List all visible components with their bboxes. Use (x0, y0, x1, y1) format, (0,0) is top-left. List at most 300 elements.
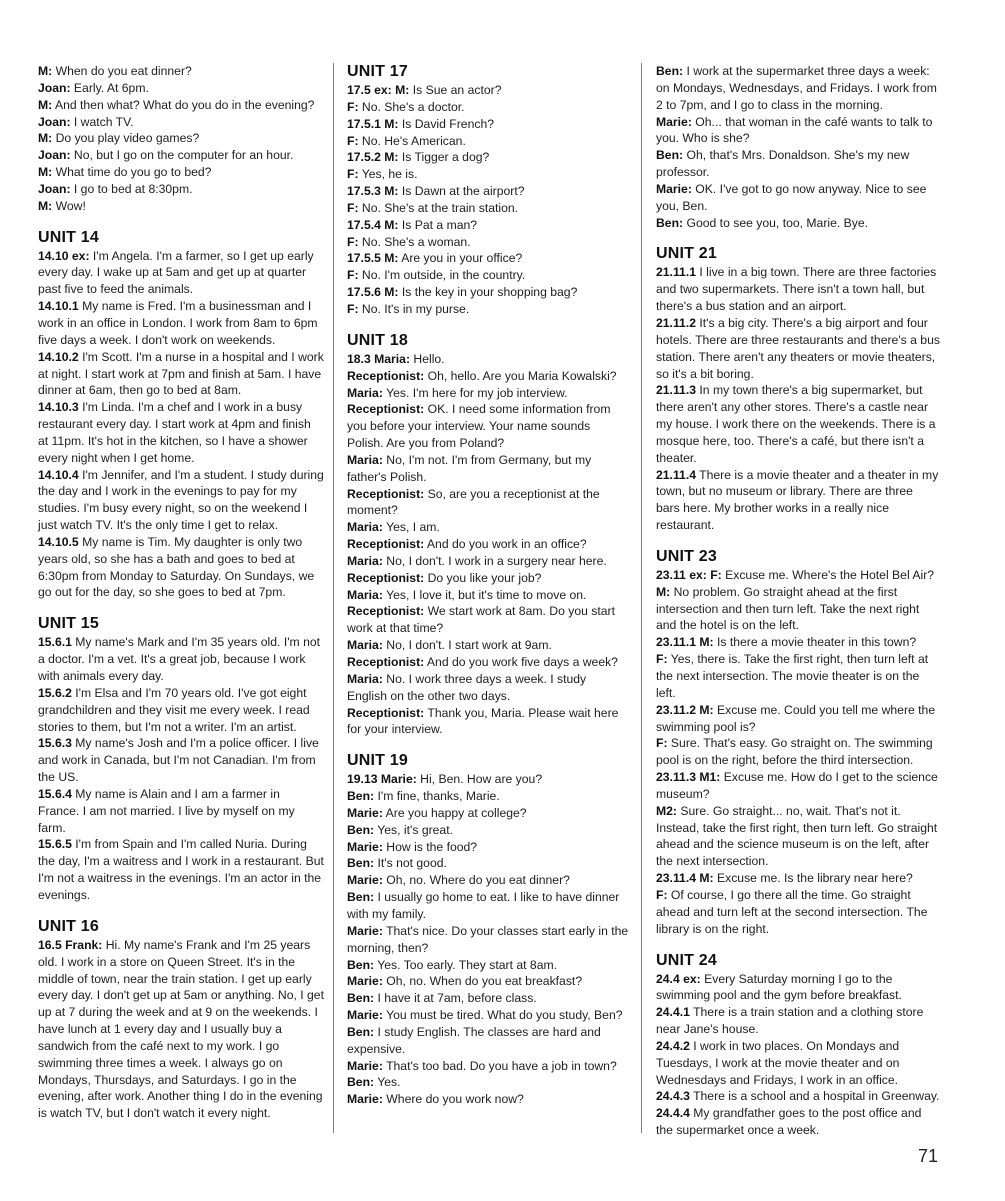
transcript-line (656, 215, 940, 232)
transcript-line (38, 147, 324, 164)
speaker-label: 15.6.3 (38, 736, 72, 751)
transcript-line (347, 570, 629, 587)
line-text: I'm from Spain and I'm called Nuria. During the day, I'm a waitress and I work in a restaurant. But I'm not a waitress in the evenings. I'm an actor in the evenings. (38, 837, 324, 902)
transcript-line (347, 973, 629, 990)
speaker-label: Marie: (347, 1008, 383, 1023)
unit-section (38, 918, 324, 1122)
line-text: OK. I've got to go now anyway. Nice to see you, Ben. (656, 181, 927, 213)
line-text: My name is Fred. I'm a businessman and I work in an office in London. I work from 8am to 6pm five days a week. I don't work on weekends. (38, 299, 318, 347)
line-text: I'm Jennifer, and I'm a student. I study during the day and I work in the evenings to pay for my studies. I'm busy every night, so on the weekend I just watch TV. It's the only time I get to relax. (38, 467, 324, 533)
unit-section (656, 952, 940, 1139)
line-text: Yes. I'm here for my job interview. (386, 385, 568, 400)
line-text: Is Tigger a dog? (401, 150, 490, 165)
transcript-line (656, 1004, 940, 1038)
transcript-line (656, 147, 940, 181)
line-text: I work in two places. On Mondays and Tuesdays, I work at the movie theater and on Wednesdays and Fridays, I work in an office. (656, 1038, 900, 1087)
transcript-line (38, 97, 324, 114)
line-text: No problem. Go straight ahead at the first intersection and then turn left. Take the next right and the hotel is on the left. (656, 584, 920, 633)
speaker-label: 15.6.2 (38, 685, 72, 700)
transcript-line (656, 382, 940, 466)
line-text: My name is Tim. My daughter is only two years old, so she has a bath and goes to bed at 6:30pm from Monday to Saturday. On Sundays, we go out for the day, so she goes to bed at 7pm. (38, 534, 315, 600)
line-text: No, I don't. I start work at 9am. (386, 638, 552, 653)
line-text: Good to see you, too, Marie. Bye. (686, 215, 869, 230)
transcript-line (347, 654, 629, 671)
line-text: Yes, it's great. (377, 822, 453, 837)
line-text: Are you happy at college? (385, 805, 527, 820)
line-text: Yes, there is. Take the first right, then turn left at the next intersection. The movie theater is on the left. (656, 652, 929, 700)
transcript-line (38, 198, 324, 215)
line-text: No. I'm outside, in the country. (361, 268, 526, 283)
speaker-label: Ben: (656, 64, 684, 78)
speaker-label: M: (656, 584, 671, 599)
transcript-line (656, 1105, 940, 1139)
line-text: And then what? What do you do in the evening? (54, 97, 315, 112)
transcript-line (347, 805, 629, 822)
speaker-label: M: (38, 198, 53, 213)
transcript-line (656, 769, 940, 803)
transcript-line (347, 99, 629, 116)
line-text: When do you eat dinner? (55, 64, 192, 78)
line-text: Oh, that's Mrs. Donaldson. She's my new professor. (656, 148, 910, 180)
transcript-line (347, 250, 629, 267)
speaker-label: 18.3 Maria: (347, 351, 411, 366)
line-text: No. I work three days a week. I study English on the other two days. (347, 671, 587, 703)
speaker-label: Ben: (347, 957, 375, 972)
speaker-label: 17.5.3 M: (347, 184, 399, 199)
line-text: I have it at 7am, before class. (377, 991, 537, 1006)
line-text: Hello. (413, 351, 445, 366)
speaker-label: Marie: (347, 805, 383, 820)
line-text: No. She's at the train station. (361, 200, 519, 215)
speaker-label: Receptionist: (347, 402, 425, 417)
speaker-label: Receptionist: (347, 655, 425, 669)
transcript-line (38, 685, 324, 736)
speaker-label: Ben: (347, 856, 375, 871)
speaker-label: 14.10.2 (38, 349, 79, 364)
line-text: Is David French? (401, 116, 494, 131)
speaker-label: Joan: (38, 181, 71, 196)
speaker-label: Ben: (347, 822, 375, 837)
unit-heading: UNIT 15 (38, 615, 99, 633)
speaker-label: Marie: (656, 114, 692, 129)
line-text: Oh, hello. Are you Maria Kowalski? (427, 368, 617, 383)
speaker-label: M: (38, 131, 53, 146)
speaker-label: 17.5.4 M: (347, 217, 399, 232)
transcript-line (347, 149, 629, 166)
transcript-line (347, 671, 629, 705)
transcript-line (347, 284, 629, 301)
line-text: No, I don't. I work in a surgery near here. (386, 553, 607, 568)
speaker-label: F: (347, 133, 359, 148)
speaker-label: 14.10 ex: (38, 248, 90, 263)
transcript-line (38, 80, 324, 97)
speaker-label: F: (347, 200, 359, 215)
line-text: Excuse me. How do I get to the science museum? (656, 770, 938, 801)
speaker-label: Ben: (347, 890, 375, 905)
line-text: And do you work five days a week? (426, 655, 618, 669)
speaker-label: 24.4 ex: (656, 971, 701, 986)
transcript-line (347, 705, 629, 739)
transcript-line (656, 803, 940, 870)
speaker-label: Receptionist: (347, 537, 425, 552)
speaker-label: 17.5.1 M: (347, 116, 399, 131)
line-text: It's not good. (377, 856, 447, 871)
transcript-line (347, 267, 629, 284)
speaker-label: M: (38, 64, 53, 78)
transcript-line (656, 567, 940, 584)
transcript-line (38, 735, 324, 786)
speaker-label: 24.4.2 (656, 1038, 690, 1053)
line-text: No. He's American. (361, 133, 466, 148)
transcript-line (347, 822, 629, 839)
transcript-line (38, 399, 324, 466)
line-text: No. She's a woman. (361, 234, 471, 249)
speaker-label: 21.11.1 (656, 265, 696, 280)
line-text: Yes, he is. (361, 167, 418, 182)
line-text: What time do you go to bed? (55, 165, 212, 180)
line-text: OK. I need some information from you before your interview. Your name sounds Polish. Are you from Poland? (347, 402, 611, 451)
transcript-line (347, 923, 629, 957)
line-text: No. It's in my purse. (361, 301, 470, 316)
transcript-line (347, 351, 629, 368)
speaker-label: 17.5 ex: M: (347, 83, 410, 97)
speaker-label: F: (656, 652, 668, 667)
speaker-label: 23.11 ex: F: (656, 567, 722, 582)
speaker-label: Marie: (656, 181, 692, 196)
line-text: Early. At 6pm. (73, 80, 149, 95)
line-text: There is a movie theater and a theater in my town, but no museum or library. There are three bars here. My brother works in a really nice restaurant. (656, 467, 939, 533)
transcript-line (347, 839, 629, 856)
line-text: Is Pat a man? (401, 217, 478, 232)
transcript-line (656, 634, 940, 651)
line-text: Excuse me. Could you tell me where the swimming pool is? (656, 702, 936, 734)
transcript-line (347, 872, 629, 889)
line-text: My name is Alain and I am a farmer in France. I am not married. I live by myself on my farm. (38, 786, 295, 835)
line-text: My grandfather goes to the post office and the supermarket once a week. (656, 1106, 922, 1138)
speaker-label: Joan: (38, 148, 71, 163)
line-text: Every Saturday morning I go to the swimming pool and the gym before breakfast. (656, 971, 902, 1003)
speaker-label: Receptionist: (347, 486, 425, 501)
speaker-label: Maria: (347, 638, 383, 653)
page-number: 71 (918, 1146, 939, 1166)
speaker-label: 16.5 Frank: (38, 937, 103, 952)
line-text: Excuse me. Is the library near here? (716, 871, 913, 886)
transcript-line (656, 1038, 940, 1089)
speaker-label: Joan: (38, 114, 71, 129)
column-divider (641, 63, 642, 1133)
speaker-label: 14.10.4 (38, 467, 79, 482)
speaker-label: Marie: (347, 1092, 383, 1107)
transcript-line (656, 870, 940, 887)
transcript-line (347, 771, 629, 788)
unit-heading: UNIT 17 (347, 63, 408, 80)
transcript-line (347, 519, 629, 536)
speaker-label: Marie: (347, 839, 383, 854)
transcript-line (347, 183, 629, 200)
line-text: Thank you, Maria. Please wait here for your interview. (347, 705, 619, 737)
speaker-label: F: (347, 301, 359, 316)
speaker-label: 23.11.4 M: (656, 871, 714, 886)
transcript-line (347, 536, 629, 553)
transcript-line (347, 1074, 629, 1091)
transcript-line (38, 164, 324, 181)
line-text: You must be tired. What do you study, Ben? (386, 1008, 623, 1023)
line-text: So, are you a receptionist at the moment? (347, 486, 600, 518)
speaker-label: Ben: (347, 991, 375, 1006)
speaker-label: 17.5.2 M: (347, 150, 399, 165)
line-text: I usually go home to eat. I like to have dinner with my family. (347, 890, 620, 921)
line-text: No. She's a doctor. (361, 99, 465, 114)
line-text: Wow! (55, 198, 86, 213)
speaker-label: F: (347, 268, 359, 283)
speaker-label: M: (38, 97, 53, 112)
transcript-line (347, 553, 629, 570)
line-text: I'm fine, thanks, Marie. (377, 789, 500, 804)
transcript-line (347, 1007, 629, 1024)
line-text: I'm Angela. I'm a farmer, so I get up early every day. I wake up at 5am and get up at quarter past five to feed the animals. (38, 248, 314, 297)
unit-heading: UNIT 23 (656, 547, 717, 565)
transcript-line (38, 467, 324, 534)
transcript-line (347, 234, 629, 251)
line-text: Is the key in your shopping bag? (401, 285, 578, 300)
line-text: Yes. (377, 1075, 401, 1090)
column-3 (656, 63, 940, 1139)
line-text: I'm Elsa and I'm 70 years old. I've got eight grandchildren and they visit me every week. I read stories to them, but I'm not a writer. I'm an artist. (38, 685, 310, 734)
line-text: My name's Josh and I'm a police officer. I live and work in Canada, but I'm not Canadian. I'm from the US. (38, 736, 319, 785)
line-text: I go to bed at 8:30pm. (73, 181, 193, 196)
speaker-label: Joan: (38, 80, 71, 95)
transcript-line (347, 452, 629, 486)
transcript-line (347, 116, 629, 133)
speaker-label: Ben: (347, 789, 375, 804)
speaker-label: F: (656, 736, 668, 751)
speaker-label: Ben: (656, 148, 684, 163)
transcript-line (347, 990, 629, 1007)
line-text: Hi. My name's Frank and I'm 25 years old. I work in a store on Queen Street. It's in the middle of town, near the train station. I get up early every day. I don't get up at 5am or anything. No, I get up at 7 during the week and at 9 on the weekends. I have lunch at 1 every day and I usually buy a sandwich from the café next to my work. I go swimming three times a week. I always go on Mondays, Thursdays, and Saturdays. I go in the evening, after work. Another thing I do in the evening is watch TV, but I don't watch it every night. (38, 937, 324, 1121)
speaker-label: Marie: (347, 873, 383, 888)
speaker-label: 17.5.6 M: (347, 285, 399, 300)
line-text: I'm Scott. I'm a nurse in a hospital and I work at night. I start work at 7pm and finish at 5am. I have dinner at 6am, then go to bed at 8am. (38, 349, 324, 398)
unit-section (38, 615, 324, 904)
transcript-line (347, 957, 629, 974)
transcript-line (656, 971, 940, 1005)
speaker-label: F: (656, 887, 668, 902)
speaker-label: 15.6.5 (38, 837, 72, 852)
unit-heading: UNIT 24 (656, 951, 717, 969)
column-2 (347, 63, 629, 1108)
line-text: Oh, no. When do you eat breakfast? (386, 974, 583, 989)
transcript-line (347, 368, 629, 385)
line-text: My name's Mark and I'm 35 years old. I'm not a doctor. I'm a vet. It's a great job, because I work with animals every day. (38, 635, 321, 683)
unit-section (656, 548, 940, 938)
unit-section (347, 752, 629, 1108)
transcript-line (347, 301, 629, 318)
speaker-label: 24.4.1 (656, 1005, 690, 1020)
line-text: Yes, I am. (386, 520, 440, 535)
line-text: I live in a big town. There are three factories and two supermarkets. There isn't a town hall, but there's a bus station and an airport. (656, 265, 937, 314)
speaker-label: Maria: (347, 587, 383, 602)
line-text: Sure. Go straight... no, wait. That's not it. Instead, take the first right, then turn left. Go straight ahead and the science museum is on the left, after the next intersection. (656, 803, 938, 869)
transcript-line (347, 133, 629, 150)
transcript-line (347, 166, 629, 183)
speaker-label: 17.5.5 M: (347, 251, 399, 266)
transcript-line (38, 63, 324, 80)
transcript-line (656, 735, 940, 769)
transcript-line (656, 264, 940, 315)
speaker-label: 24.4.4 (656, 1106, 690, 1121)
transcript-line (38, 349, 324, 400)
speaker-label: F: (347, 167, 359, 182)
unit-heading: UNIT 21 (656, 245, 717, 263)
unit-section (656, 63, 940, 231)
unit-heading: UNIT 19 (347, 752, 408, 770)
transcript-line (656, 181, 940, 215)
speaker-label: 14.10.3 (38, 400, 79, 415)
transcript-line (656, 651, 940, 702)
line-text: How is the food? (386, 839, 478, 854)
speaker-label: 21.11.2 (656, 315, 696, 330)
transcript-line (38, 130, 324, 147)
transcript-line (347, 401, 629, 452)
transcript-line (347, 603, 629, 637)
transcript-line (656, 63, 940, 114)
line-text: Is Sue an actor? (412, 83, 502, 97)
speaker-label: Marie: (347, 1058, 383, 1073)
line-text: No, I'm not. I'm from Germany, but my father's Polish. (347, 452, 592, 484)
line-text: Yes. Too early. They start at 8am. (377, 957, 558, 972)
speaker-label: 19.13 Marie: (347, 772, 417, 787)
line-text: Yes, I love it, but it's time to move on. (386, 587, 587, 602)
transcript-line (656, 584, 940, 635)
line-text: Oh, no. Where do you eat dinner? (386, 873, 570, 888)
transcript-line (347, 200, 629, 217)
transcript-line (347, 587, 629, 604)
line-text: We start work at 8am. Do you start work at that time? (347, 604, 615, 636)
transcript-line (347, 889, 629, 923)
line-text: And do you work in an office? (426, 537, 587, 552)
transcript-line (38, 298, 324, 349)
transcript-line (38, 786, 324, 837)
transcript-line (38, 114, 324, 131)
transcript-line (38, 181, 324, 198)
speaker-label: 24.4.3 (656, 1089, 690, 1104)
unit-section (38, 229, 324, 602)
transcript-line (347, 1024, 629, 1058)
line-text: Sure. That's easy. Go straight on. The swimming pool is on the right, before the third intersection. (656, 736, 933, 768)
transcript-line (656, 1088, 940, 1105)
speaker-label: 23.11.3 M1: (656, 770, 721, 785)
transcript-line (347, 1058, 629, 1075)
transcript-line (656, 114, 940, 148)
unit-heading: UNIT 16 (38, 917, 99, 935)
speaker-label: 15.6.4 (38, 786, 72, 801)
transcript-line (347, 637, 629, 654)
speaker-label: Ben: (347, 1075, 375, 1090)
transcript-line (347, 1091, 629, 1108)
line-text: It's a big city. There's a big airport and four hotels. There are three restaurants and there's a bus station. There aren't any theaters or movie theaters, so it's a bit boring. (656, 315, 940, 381)
line-text: There is a school and a hospital in Greenway. (693, 1089, 940, 1104)
speaker-label: F: (347, 99, 359, 114)
speaker-label: 21.11.3 (656, 383, 696, 398)
speaker-label: Receptionist: (347, 604, 425, 619)
line-text: Of course, I go there all the time. Go straight ahead and turn left at the second intersection. The library is on the right. (656, 887, 928, 936)
speaker-label: Maria: (347, 671, 383, 686)
line-text: I study English. The classes are hard and expensive. (347, 1024, 601, 1056)
speaker-label: Ben: (656, 215, 684, 230)
line-text: I watch TV. (73, 114, 134, 129)
speaker-label: 23.11.1 M: (656, 635, 714, 650)
transcript-line (347, 385, 629, 402)
speaker-label: Maria: (347, 385, 383, 400)
transcript-line (656, 467, 940, 534)
speaker-label: Maria: (347, 520, 383, 535)
line-text: Hi, Ben. How are you? (420, 772, 543, 787)
transcript-line (347, 82, 629, 99)
line-text: Oh... that woman in the café wants to talk to you. Who is she? (656, 114, 933, 146)
speaker-label: Marie: (347, 923, 383, 938)
transcript-line (656, 315, 940, 382)
transcript-line (38, 634, 324, 685)
speaker-label: Ben: (347, 1024, 375, 1039)
transcript-line (656, 702, 940, 736)
line-text: Where do you work now? (386, 1092, 524, 1107)
transcript-line (38, 534, 324, 601)
line-text: Excuse me. Where's the Hotel Bel Air? (725, 567, 935, 582)
unit-section (347, 332, 629, 738)
line-text: I'm Linda. I'm a chef and I work in a busy restaurant every day. I start work at 4pm and finish at 11pm. It's hot in the kitchen, so I have a shower every night when I get home. (38, 400, 311, 465)
speaker-label: 21.11.4 (656, 467, 696, 482)
speaker-label: Maria: (347, 553, 383, 568)
speaker-label: F: (347, 234, 359, 249)
speaker-label: 23.11.2 M: (656, 702, 714, 717)
line-text: I work at the supermarket three days a week: on Mondays, Wednesdays, and Fridays. I work from 2 to 7pm, and I go to class in the morning. (656, 64, 937, 112)
column-divider (333, 63, 334, 1133)
unit-section (38, 63, 324, 215)
line-text: Are you in your office? (401, 251, 523, 266)
speaker-label: Receptionist: (347, 368, 425, 383)
speaker-label: 14.10.5 (38, 534, 79, 549)
line-text: There is a train station and a clothing store near Jane's house. (656, 1005, 924, 1037)
speaker-label: M: (38, 165, 53, 180)
transcript-line (347, 855, 629, 872)
line-text: Do you like your job? (427, 570, 542, 585)
line-text: Is Dawn at the airport? (401, 184, 525, 199)
column-1 (38, 63, 324, 1122)
speaker-label: 15.6.1 (38, 635, 72, 650)
transcript-line (38, 937, 324, 1122)
speaker-label: Receptionist: (347, 705, 425, 720)
line-text: No, but I go on the computer for an hour. (73, 148, 294, 163)
line-text: That's too bad. Do you have a job in town? (386, 1058, 617, 1073)
speaker-label: 14.10.1 (38, 299, 79, 314)
line-text: Is there a movie theater in this town? (716, 635, 917, 650)
unit-heading: UNIT 14 (38, 228, 99, 246)
transcript-line (656, 887, 940, 938)
speaker-label: Marie: (347, 974, 383, 989)
unit-section (347, 63, 629, 318)
transcript-line (347, 217, 629, 234)
line-text: Do you play video games? (55, 131, 200, 146)
speaker-label: M2: (656, 803, 677, 818)
transcript-line (38, 836, 324, 903)
transcript-line (38, 248, 324, 299)
unit-heading: UNIT 18 (347, 331, 408, 349)
speaker-label: Maria: (347, 452, 383, 467)
transcript-line (347, 486, 629, 520)
line-text: That's nice. Do your classes start early in the morning, then? (347, 923, 629, 955)
line-text: In my town there's a big supermarket, but there aren't any other stores. There's a castle near my house. I work there on the weekends. There is a mosque here, too. There's a café, but there isn't a theater. (656, 383, 936, 465)
transcript-line (347, 788, 629, 805)
